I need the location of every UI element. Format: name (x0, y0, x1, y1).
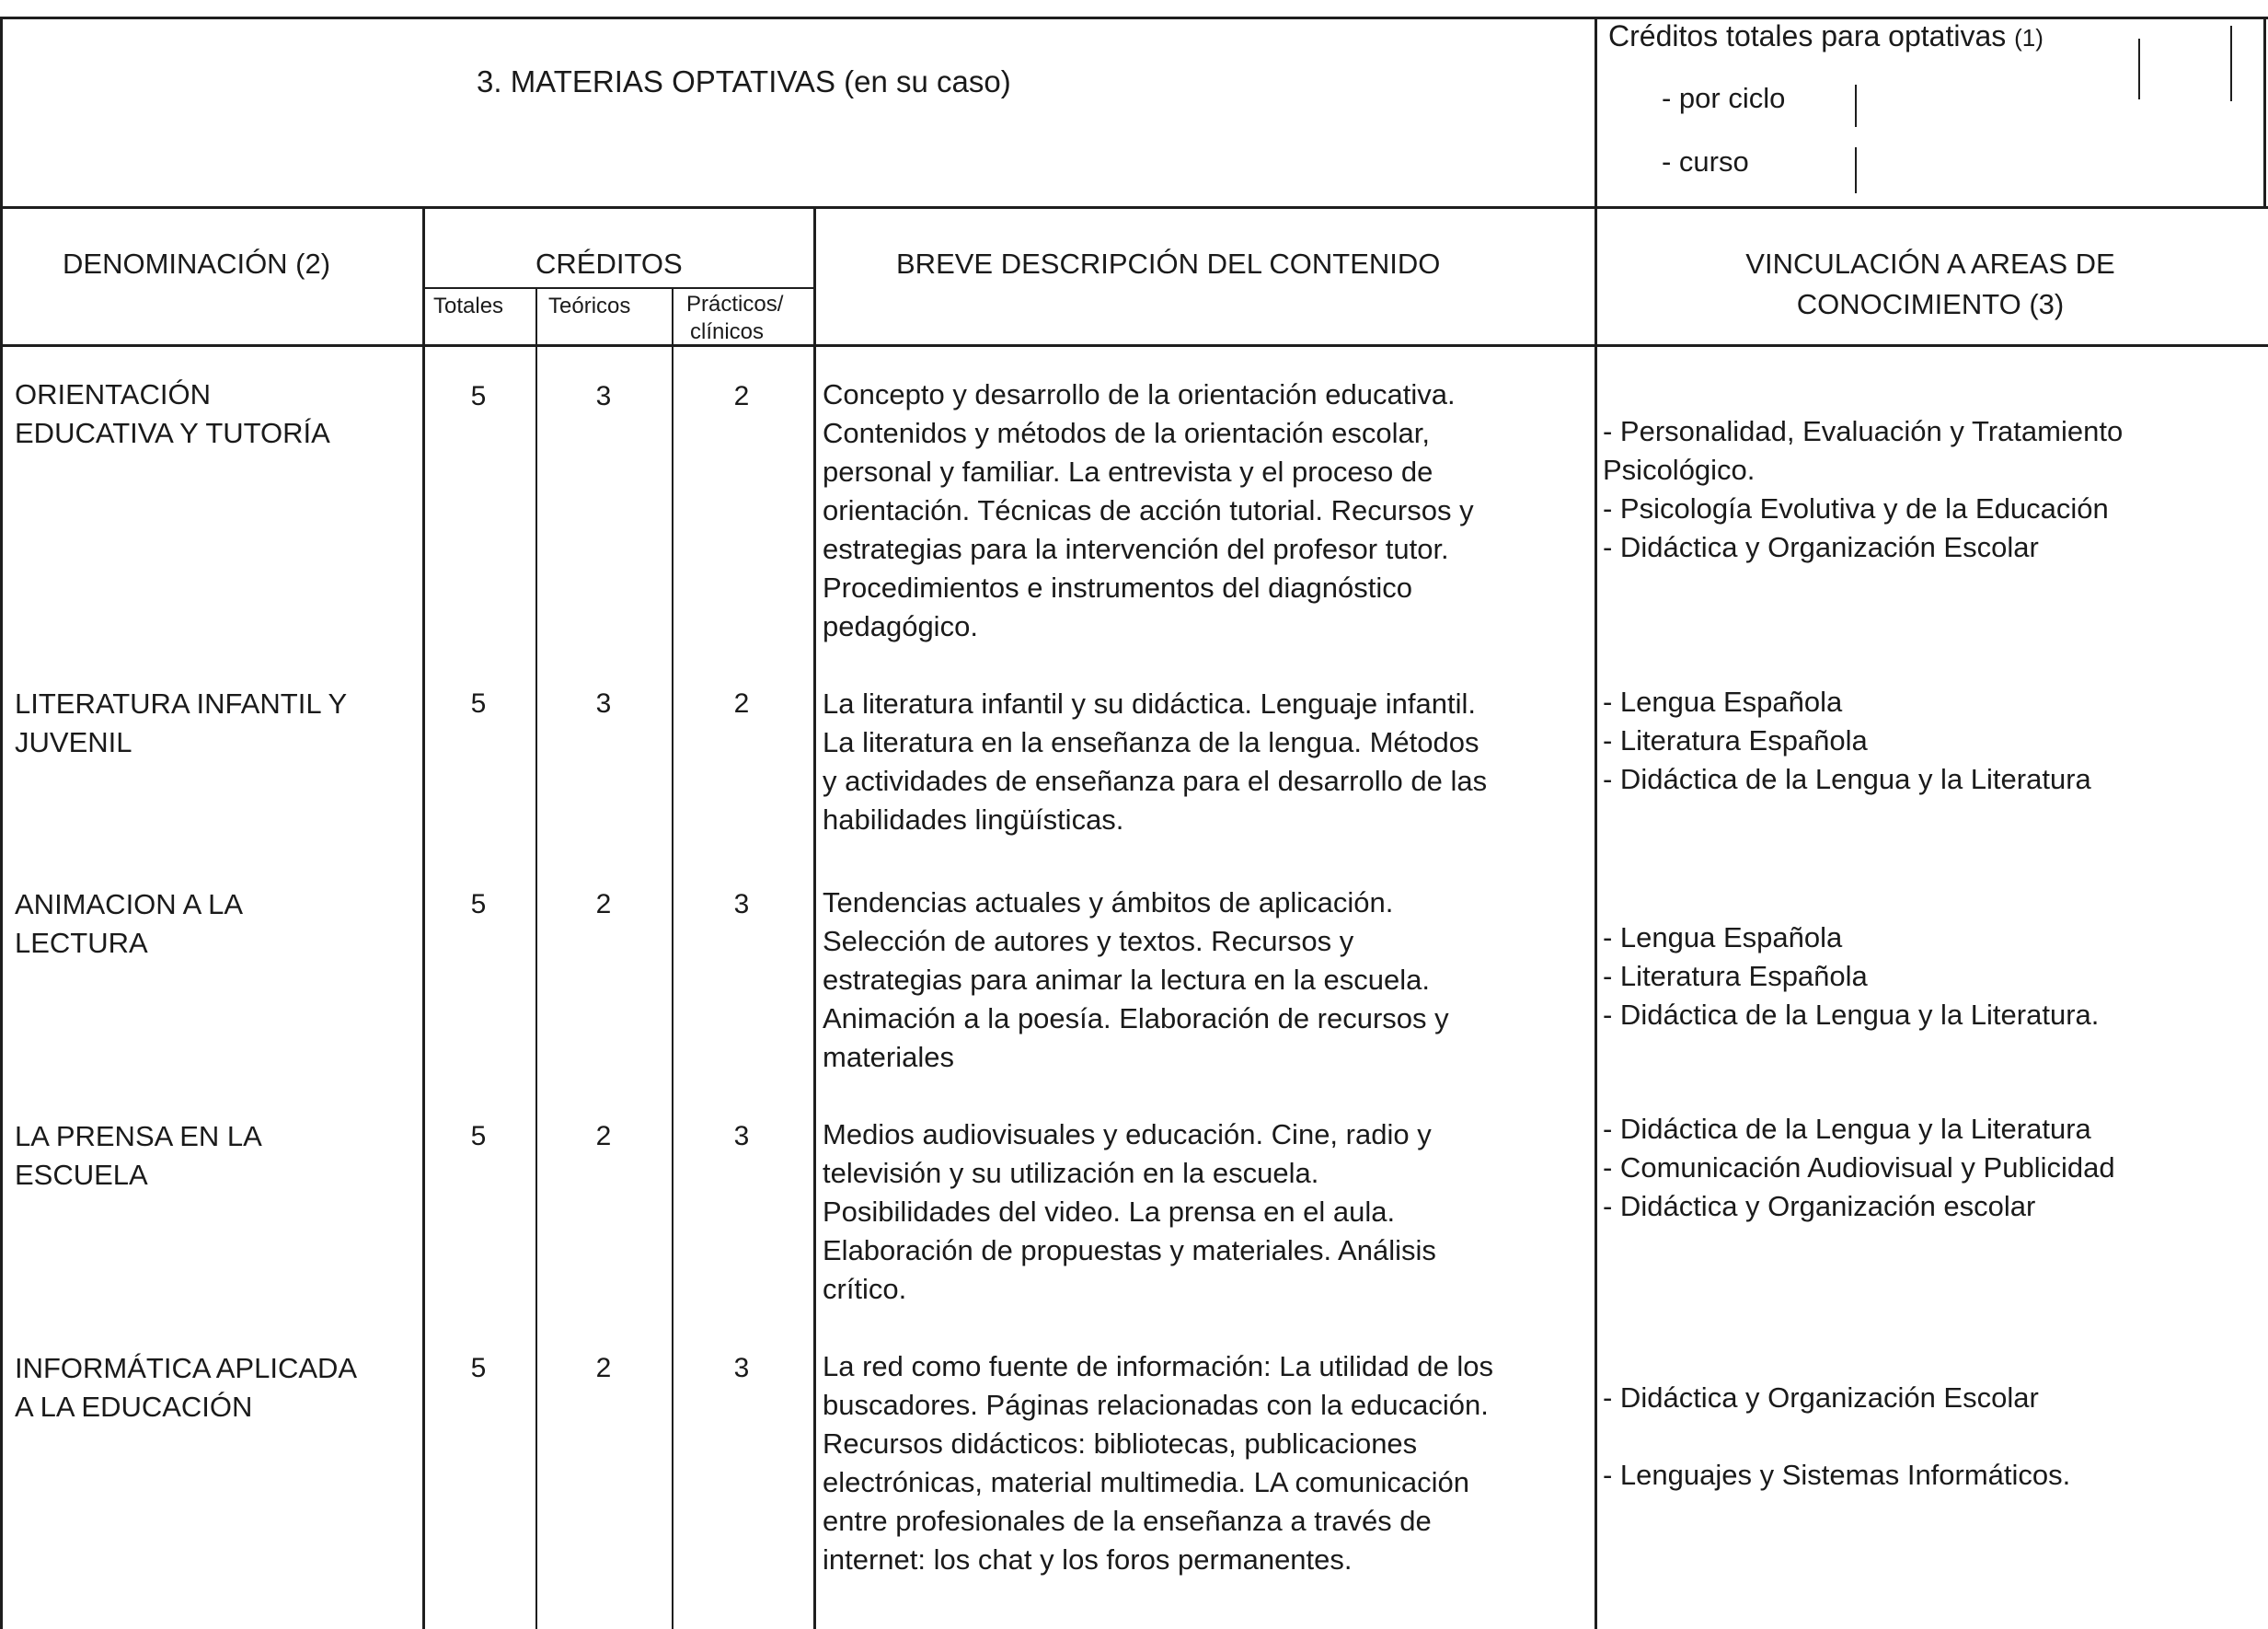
text-line: ANIMACION A LA (15, 888, 244, 920)
row-3-description (823, 884, 1449, 1077)
text-line: Tendencias actuales y ámbitos de aplicación. (823, 886, 1394, 918)
text-line: televisión y su utilización en la escuela. (823, 1157, 1319, 1189)
box-rule-2 (1855, 147, 1857, 193)
text-line: estrategias para la intervención del profesor tutor. (823, 533, 1449, 565)
text-line: INFORMÁTICA APLICADA (15, 1352, 358, 1384)
teoricos-header: Teóricos (548, 294, 631, 318)
row-5-areas (1603, 1379, 2070, 1495)
text-line: EDUCATIVA Y TUTORÍA (15, 417, 330, 449)
creditos-header: CRÉDITOS (535, 248, 683, 280)
text-line: - Psicología Evolutiva y de la Educación (1603, 492, 2109, 525)
row-1-name (15, 375, 330, 453)
text-line: Psicológico. (1603, 454, 1756, 486)
text-line: LITERATURA INFANTIL Y (15, 687, 348, 720)
row-2-areas (1603, 683, 2091, 799)
text-line: ORIENTACIÓN (15, 378, 211, 410)
text-line: LECTURA (15, 927, 148, 959)
text-line: y actividades de enseñanza para el desarrollo de las (823, 765, 1488, 797)
text-line: Recursos didácticos: bibliotecas, publicaciones (823, 1427, 1418, 1460)
denominacion-header: DENOMINACIÓN (2) (63, 248, 331, 280)
row-1-description (823, 375, 1474, 646)
text-line: La literatura infantil y su didáctica. Lenguaje infantil. (823, 687, 1476, 720)
columns-bottom-rule (0, 344, 2268, 347)
row-3-name (15, 885, 243, 963)
text-line: electrónicas, material multimedia. LA comunicación (823, 1466, 1469, 1498)
row-4-description (823, 1115, 1436, 1309)
text-line: crítico. (823, 1273, 907, 1305)
text-line: A LA EDUCACIÓN (15, 1391, 253, 1423)
text-line: Procedimientos e instrumentos del diagnóstico (823, 572, 1413, 604)
text-line: La red como fuente de información: La utilidad de los (823, 1350, 1493, 1382)
text-line: orientación. Técnicas de acción tutorial. Recursos y (823, 494, 1474, 526)
text-line: Medios audiovisuales y educación. Cine, radio y (823, 1118, 1432, 1150)
text-line: ESCUELA (15, 1159, 148, 1191)
row-1-practicos: 2 (733, 381, 750, 411)
text-line (1603, 1417, 2070, 1456)
row-4-name (15, 1117, 262, 1195)
text-line: personal y familiar. La entrevista y el proceso de (823, 456, 1433, 488)
text-line: - Didáctica y Organización Escolar (1603, 1381, 2039, 1414)
text-line: LA PRENSA EN LA (15, 1120, 262, 1152)
text-line: - Comunicación Audiovisual y Publicidad (1603, 1151, 2115, 1184)
row-3-areas (1603, 918, 2099, 1034)
text-line: - Lengua Española (1603, 921, 1843, 953)
totales-header: Totales (433, 294, 504, 318)
row-5-description (823, 1347, 1493, 1579)
credits-title (1608, 17, 2044, 57)
practicos-header-1: Prácticos/ (686, 292, 784, 317)
row-2-practicos: 2 (733, 688, 750, 719)
row-3-teoricos: 2 (595, 889, 612, 919)
per-cycle-label: - por ciclo (1662, 82, 1786, 114)
row-4-practicos: 3 (733, 1121, 750, 1151)
descripcion-header: BREVE DESCRIPCIÓN DEL CONTENIDO (896, 248, 1441, 280)
row-5-practicos: 3 (733, 1353, 750, 1383)
text-line: - Personalidad, Evaluación y Tratamiento (1603, 415, 2124, 447)
table-left-rule (0, 17, 3, 1629)
text-line: - Literatura Española (1603, 960, 1868, 992)
row-5-teoricos: 2 (595, 1353, 612, 1383)
box-rule-1 (1855, 85, 1857, 127)
credits-note: (1) (2014, 24, 2044, 52)
text-line: materiales (823, 1041, 954, 1073)
row-4-areas (1603, 1110, 2115, 1226)
text-line: - Didáctica de la Lengua y la Literatura. (1603, 999, 2100, 1031)
row-4-teoricos: 2 (595, 1121, 612, 1151)
text-line: Contenidos y métodos de la orientación escolar, (823, 417, 1431, 449)
per-course-label: - curso (1662, 145, 1749, 178)
header-bottom-rule (0, 206, 2268, 209)
col-rule-4 (813, 206, 816, 1629)
row-3-practicos: 3 (733, 889, 750, 919)
text-line: - Didáctica de la Lengua y la Literatura (1603, 763, 2091, 795)
practicos-header-2: clínicos (690, 319, 765, 344)
row-1-totales: 5 (470, 381, 487, 411)
row-4-totales: 5 (470, 1121, 487, 1151)
col-rule-1 (422, 206, 425, 1629)
text-line: Concepto y desarrollo de la orientación educativa. (823, 378, 1456, 410)
text-line: pedagógico. (823, 610, 978, 642)
text-line: - Literatura Española (1603, 724, 1868, 757)
text-line: - Didáctica y Organización Escolar (1603, 531, 2039, 563)
col-rule-2 (535, 289, 537, 1629)
section-title: 3. MATERIAS OPTATIVAS (en su caso) (477, 64, 1011, 98)
row-2-name (15, 685, 347, 762)
text-line: - Lengua Española (1603, 686, 1843, 718)
text-line: La literatura en la enseñanza de la lengua. Métodos (823, 726, 1479, 758)
credits-title-text: Créditos totales para optativas (1608, 19, 2007, 52)
row-5-name (15, 1349, 357, 1427)
row-3-totales: 5 (470, 889, 487, 919)
row-2-description (823, 685, 1487, 839)
table-right-rule (2263, 17, 2266, 209)
text-line: entre profesionales de la enseñanza a través de (823, 1505, 1432, 1537)
row-1-teoricos: 3 (595, 381, 612, 411)
text-line: - Didáctica y Organización escolar (1603, 1190, 2036, 1222)
col-rule-3 (672, 289, 673, 1629)
text-line: habilidades lingüísticas. (823, 803, 1124, 836)
text-line: estrategias para animar la lectura en la escuela. (823, 964, 1430, 996)
vinculacion-header-1: VINCULACIÓN A AREAS DE (1745, 248, 2115, 280)
text-line: - Lenguajes y Sistemas Informáticos. (1603, 1459, 2071, 1491)
text-line: buscadores. Páginas relacionadas con la educación. (823, 1389, 1489, 1421)
text-line: Posibilidades del video. La prensa en el aula. (823, 1196, 1396, 1228)
row-2-teoricos: 3 (595, 688, 612, 719)
text-line: - Didáctica de la Lengua y la Literatura (1603, 1113, 2091, 1145)
text-line: internet: los chat y los foros permanentes. (823, 1543, 1353, 1576)
row-5-totales: 5 (470, 1353, 487, 1383)
row-1-areas (1603, 412, 2123, 567)
text-line: Elaboración de propuestas y materiales. Análisis (823, 1234, 1436, 1266)
row-2-totales: 5 (470, 688, 487, 719)
text-line: Animación a la poesía. Elaboración de recursos y (823, 1002, 1449, 1034)
box-rule-4 (2230, 26, 2232, 101)
vinculacion-header-2: CONOCIMIENTO (3) (1796, 288, 2065, 320)
box-rule-3 (2138, 39, 2140, 99)
text-line: Selección de autores y textos. Recursos y (823, 925, 1354, 957)
credits-subheader-rule (424, 287, 815, 289)
text-line: JUVENIL (15, 726, 132, 758)
